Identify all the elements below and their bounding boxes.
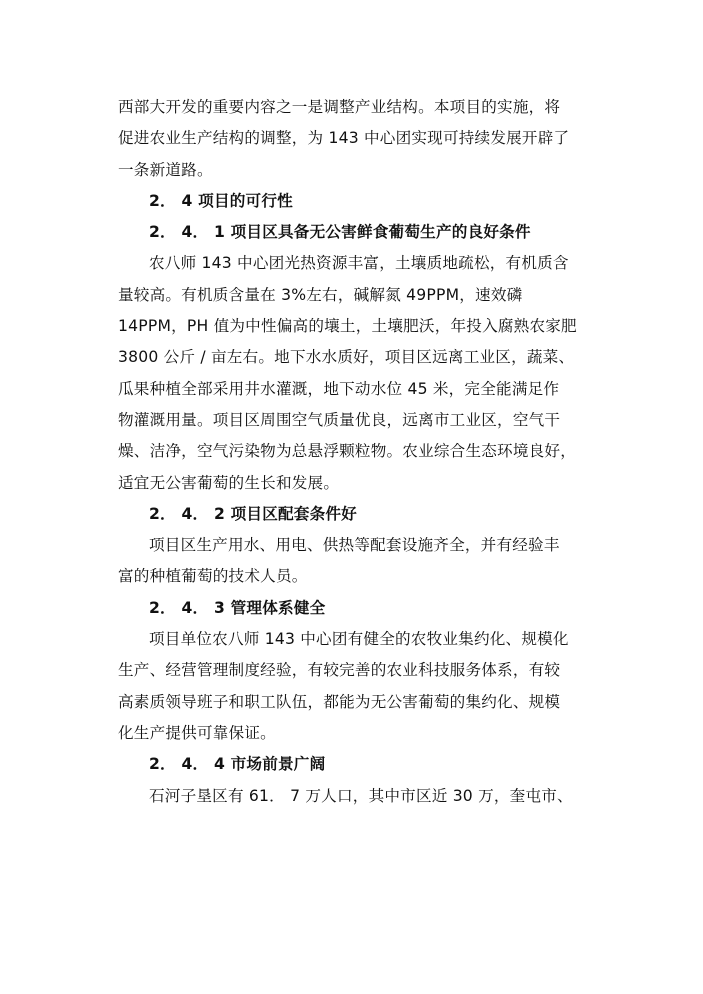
paragraph-line: 农八师 143 中心团光热资源丰富，土壤质地疏松，有机质含 <box>149 254 569 273</box>
paragraph-line: 石河子垦区有 61． 7 万人口，其中市区近 30 万，奎屯市、 <box>149 786 573 805</box>
paragraph-line: 项目区生产用水、用电、供热等配套设施齐全，并有经验丰 <box>149 536 560 555</box>
paragraph-line: 瓜果种植全部采用井水灌溉，地下动水位 45 米，完全能满足作 <box>118 379 560 398</box>
paragraph-line: 一条新道路。 <box>118 160 213 179</box>
paragraph-line: 3800 公斤 / 亩左右。地下水水质好，项目区远离工业区，蔬菜、 <box>118 348 575 367</box>
paragraph-line: 富的种植葡萄的技术人员。 <box>118 567 308 586</box>
paragraph-line: 生产、经营管理制度经验，有较完善的农业科技服务体系，有较 <box>118 661 561 680</box>
paragraph-line: 西部大开发的重要内容之一是调整产业结构。本项目的实施，将 <box>118 98 561 116</box>
paragraph-line: 化生产提供可靠保证。 <box>118 723 276 742</box>
paragraph-line: 燥、洁净，空气污染物为总悬浮颗粒物。农业综合生态环境良好， <box>118 442 577 461</box>
section-heading: 2． 4． 4 市场前景广阔 <box>149 755 326 774</box>
section-heading: 2． 4． 2 项目区配套条件好 <box>149 504 357 523</box>
section-heading: 2． 4． 1 项目区具备无公害鲜食葡萄生产的良好条件 <box>149 223 531 242</box>
paragraph-line: 物灌溉用量。项目区周围空气质量优良，远离市工业区，空气干 <box>118 410 561 429</box>
paragraph-line: 高素质领导班子和职工队伍，都能为无公害葡萄的集约化、规模 <box>118 692 561 711</box>
paragraph-line: 适宜无公害葡萄的生长和发展。 <box>118 473 340 492</box>
section-heading: 2． 4 项目的可行性 <box>149 191 293 210</box>
document-body <box>118 92 588 812</box>
paragraph-line: 14PPM，PH 值为中性偏高的壤土，土壤肥沃，年投入腐熟农家肥 <box>118 317 577 336</box>
paragraph-line: 促进农业生产结构的调整，为 143 中心团实现可持续发展开辟了 <box>118 129 570 148</box>
paragraph-line: 量较高。有机质含量在 3%左右，碱解氮 49PPM，速效磷 <box>118 285 523 304</box>
paragraph-line: 项目单位农八师 143 中心团有健全的农牧业集约化、规模化 <box>149 630 569 649</box>
section-heading: 2． 4． 3 管理体系健全 <box>149 598 326 617</box>
